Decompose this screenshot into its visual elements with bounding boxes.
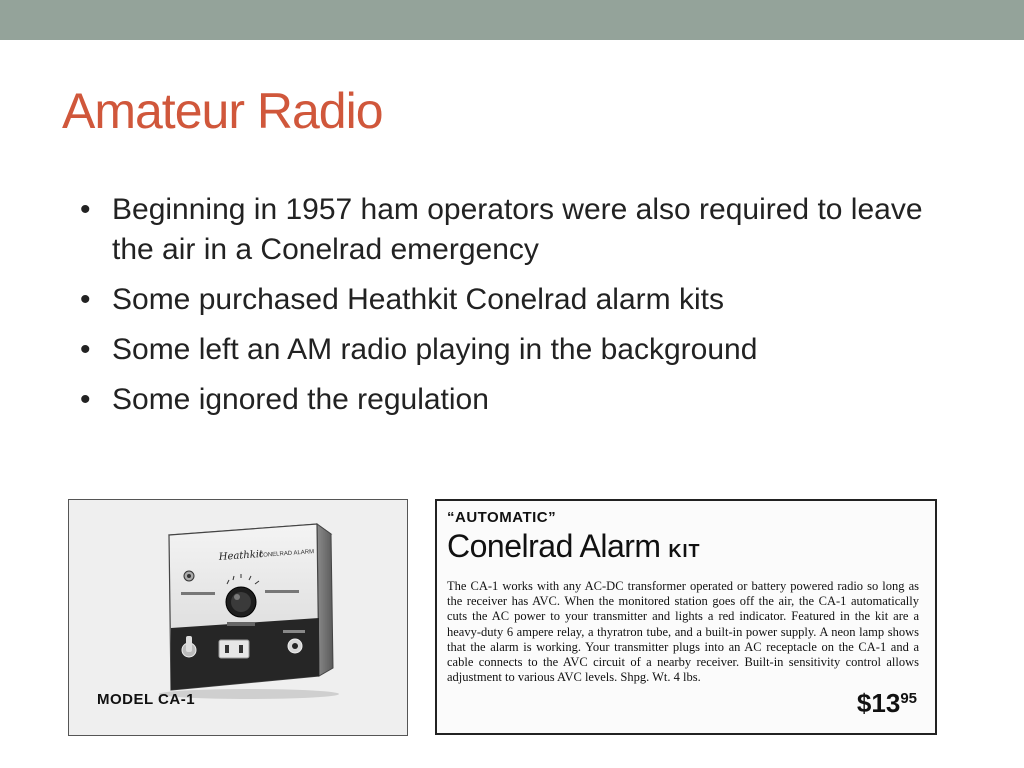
kit-advertisement <box>435 499 937 735</box>
device-name-text: CONELRAD ALARM <box>258 549 315 559</box>
bullet-text: Some left an AM radio playing in the background <box>112 333 758 366</box>
model-label: MODEL CA-1 <box>97 691 196 708</box>
bullet-item <box>80 280 940 320</box>
ad-price-cents: 95 <box>900 690 917 707</box>
bullet-marker: • <box>80 383 91 416</box>
ad-price-dollars: $13 <box>856 688 901 718</box>
bullet-text: Some purchased Heathkit Conelrad alarm kits <box>112 283 724 316</box>
ad-headline-text: Conelrad Alarm <box>447 528 661 564</box>
bullet-marker: • <box>80 193 91 226</box>
ad-kicker: “AUTOMATIC” <box>447 509 557 526</box>
bullet-marker: • <box>80 283 91 316</box>
bullet-list <box>80 190 940 430</box>
ad-headline <box>447 528 701 565</box>
bullet-text: Some ignored the regulation <box>112 383 489 416</box>
top-accent-bar <box>0 0 1024 40</box>
product-photo <box>68 499 408 736</box>
ad-headline-suffix: KIT <box>668 541 701 561</box>
bullet-text: Beginning in 1957 ham operators were also required to leave the air in a Conelrad emergency <box>112 193 923 266</box>
bullet-marker: • <box>80 333 91 366</box>
ad-body-text: The CA-1 works with any AC-DC transformer operated or battery powered radio so long as the receiver has AVC. When the monitored station goes off the air, the CA-1 automatically cuts the AC power to your transmitter and lights a red indicator. Featured in the kit are a heavy-duty 6 ampere relay, a thyratron tube, and a built-in power supply. A neon lamp shows that the alarm is working. Your transmitter plugs into an AC receptacle on the CA-1 and a cable connects to the AVC circuit of a nearby receiver. Built-in sensitivity control allows adjustment to various AVC levels. Shpg. Wt. 4 lbs. <box>447 579 919 685</box>
ad-price <box>857 688 917 719</box>
bullet-item <box>80 190 940 270</box>
slide-title: Amateur Radio <box>62 83 383 139</box>
bullet-item <box>80 330 940 370</box>
device-brand-text: Heathkit <box>218 548 264 563</box>
bullet-item <box>80 380 940 420</box>
